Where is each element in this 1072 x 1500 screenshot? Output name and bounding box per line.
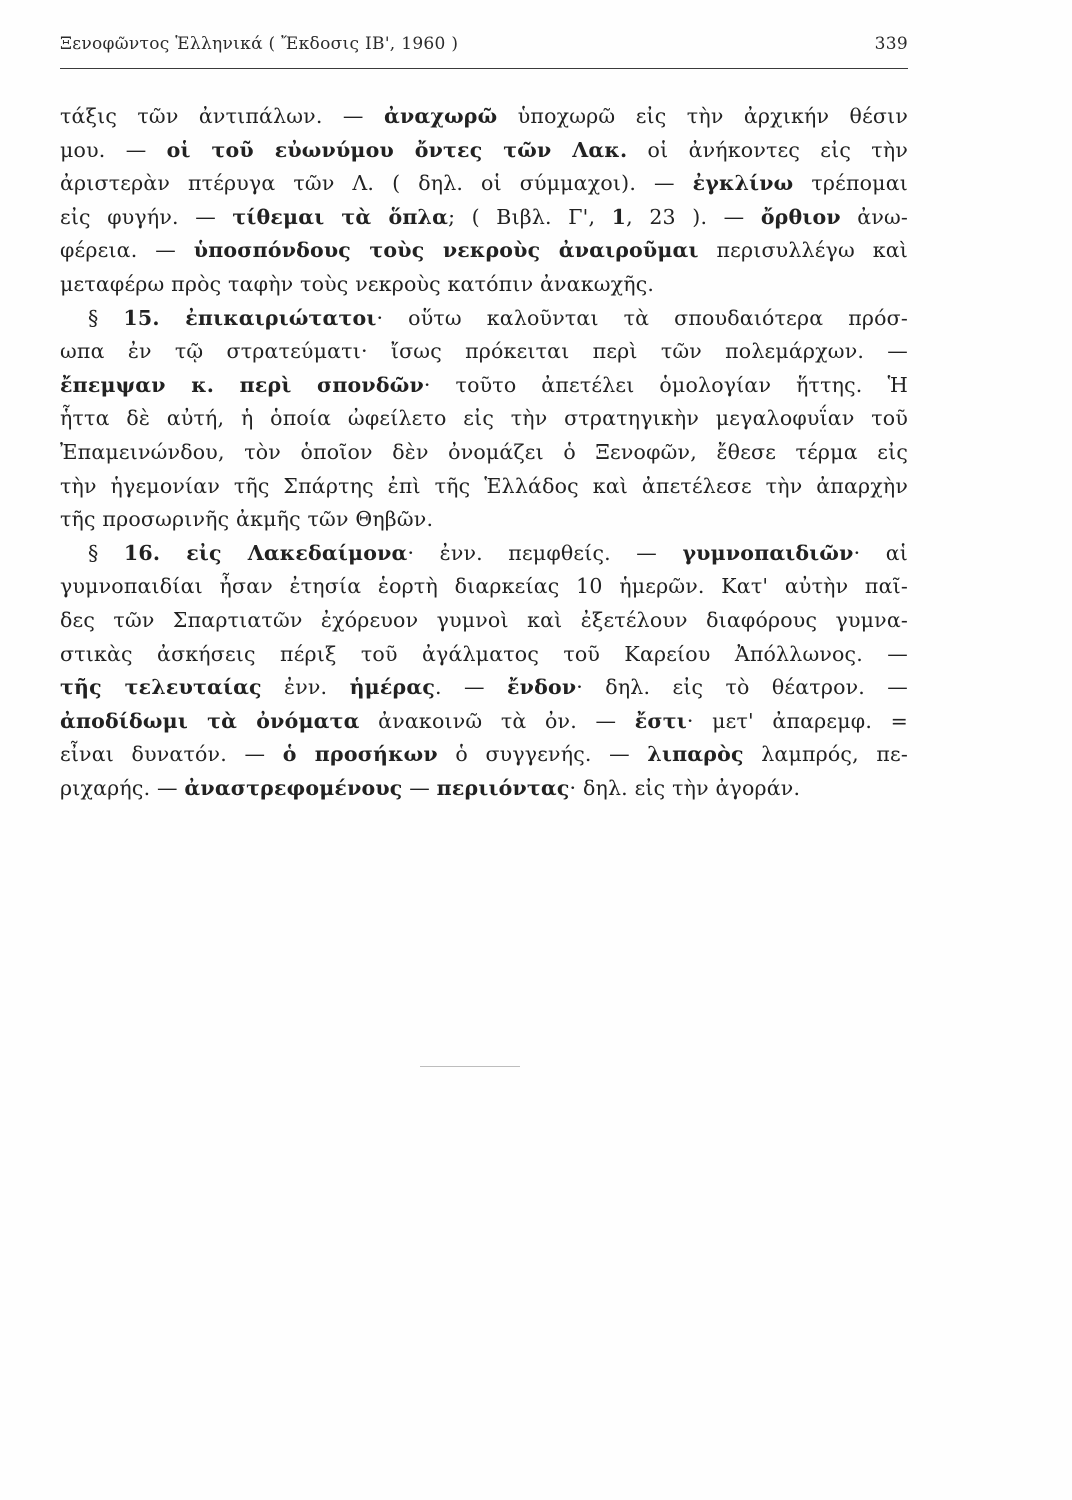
text-run: τῆς προσωρινῆς ἀκμῆς τῶν Θηβῶν. xyxy=(60,507,434,532)
text-line xyxy=(60,470,908,504)
text-run: ἀριστερὰν πτέρυγα τῶν Λ. ( δηλ. οἱ σύμμαχοι). — xyxy=(60,171,693,196)
text-line xyxy=(60,100,908,134)
text-run: λαμπρός, πε- xyxy=(743,742,908,767)
text-run: · οὕτω καλοῦνται τὰ σπουδαιότερα πρόσ- xyxy=(376,305,908,330)
bold-term: ἔστι xyxy=(634,708,687,733)
text-run: ἀνω- xyxy=(840,204,909,229)
text-run: · δηλ. εἰς τὸ θέατρον. — xyxy=(576,675,908,700)
text-run: εἶναι δυνατόν. — xyxy=(60,742,283,767)
text-run: ὑποχωρῶ εἰς τὴν ἀρχικήν θέσιν xyxy=(497,104,909,128)
bleed-through-rule xyxy=(420,1066,520,1067)
text-line xyxy=(60,604,908,638)
text-run: μεταφέρω πρὸς ταφὴν τοὺς νεκροὺς κατόπιν ἀνακωχῆς. xyxy=(60,271,655,296)
text-run: · δηλ. εἰς τὴν ἀγοράν. xyxy=(569,775,801,800)
text-line xyxy=(60,436,908,470)
text-run: § xyxy=(88,540,124,565)
body-text xyxy=(60,100,908,805)
text-run: περισυλλέγω καὶ xyxy=(698,238,909,263)
bold-term: ἐγκλίνω xyxy=(692,171,794,196)
text-run: § xyxy=(88,305,124,330)
running-header xyxy=(60,34,908,64)
text-run: . — xyxy=(435,675,508,700)
text-run: ἧττα δὲ αὐτή, ἡ ὁποία ὠφείλετο εἰς τὴν στρατηγικὴν μεγαλοφυΐαν τοῦ xyxy=(60,406,908,431)
text-line xyxy=(60,201,908,235)
bold-term: 15. ἐπικαιριώτατοι xyxy=(123,305,377,330)
bold-term: 1 xyxy=(611,204,627,229)
text-line xyxy=(60,772,908,806)
text-line xyxy=(60,268,908,302)
bold-term: λιπαρὸς xyxy=(647,742,744,767)
bold-term: τῆς τελευταίας xyxy=(60,675,262,700)
text-run: · τοῦτο ἀπετέλει ὁμολογίαν ἥττης. Ἡ xyxy=(423,372,908,397)
text-line xyxy=(60,638,908,672)
running-title: Ξενοφῶντος Ἑλληνικά ( Ἔκδοσις ΙΒ', 1960 ) xyxy=(60,34,459,54)
bold-term: 16. εἰς Λακεδαίμονα xyxy=(123,540,408,565)
text-run: ἐνν. xyxy=(261,675,350,700)
text-run: εἰς φυγήν. — xyxy=(60,204,233,229)
text-line xyxy=(60,134,908,168)
bold-term: ἀναστρεφομένους xyxy=(184,775,403,800)
text-run: τάξις τῶν ἀντιπάλων. — xyxy=(60,104,385,128)
bold-term: περιιόντας xyxy=(436,775,570,800)
text-run: ωπα ἐν τῷ στρατεύματι· ἴσως πρόκειται περὶ τῶν πολεμάρχων. — xyxy=(60,339,908,364)
bold-term: γυμνοπαιδιῶν xyxy=(682,540,854,565)
text-line xyxy=(60,302,908,336)
text-line xyxy=(60,671,908,705)
text-run: ὁ συγγενής. — xyxy=(437,742,648,767)
text-line xyxy=(60,402,908,436)
text-run: τρέπομαι xyxy=(793,171,908,196)
bold-term: ἀποδίδωμι τὰ ὀνόματα xyxy=(60,708,360,733)
text-run: οἱ ἀνήκοντες εἰς τὴν xyxy=(627,137,908,162)
bold-term: ἀναχωρῶ xyxy=(384,104,498,128)
text-line xyxy=(60,369,908,403)
text-line xyxy=(60,234,908,268)
text-run: ριχαρής. — xyxy=(60,775,185,800)
text-line xyxy=(60,335,908,369)
text-run: φέρεια. — xyxy=(60,238,194,263)
page-number: 339 xyxy=(874,34,908,54)
text-line xyxy=(60,570,908,604)
header-rule xyxy=(60,68,908,69)
text-run: γυμνοπαιδίαι ἦσαν ἐτησία ἑορτὴ διαρκείας 10 ἡμερῶν. Κατ' αὐτὴν παῖ- xyxy=(60,574,908,599)
text-run: μου. — xyxy=(60,137,167,162)
bold-term: ἔνδον xyxy=(507,675,577,700)
bold-term: ἔπεμψαν κ. περὶ σπονδῶν xyxy=(60,372,424,397)
bold-term: οἱ τοῦ εὐωνύμου ὄντες τῶν Λακ. xyxy=(166,137,628,162)
text-run: Ἐπαμεινώνδου, τὸν ὁποῖον δὲν ὀνομάζει ὁ Ξενοφῶν, ἔθεσε τέρμα εἰς xyxy=(60,439,908,464)
text-run: · ἐνν. πεμφθείς. — xyxy=(407,540,683,565)
text-run: στικὰς ἀσκήσεις πέριξ τοῦ ἀγάλματος τοῦ Καρείου Ἀπόλλωνος. — xyxy=(60,641,908,666)
bold-term: ἡμέρας xyxy=(349,675,436,700)
text-line xyxy=(60,503,908,537)
text-line xyxy=(60,537,908,571)
text-run: ; ( Βιβλ. Γ', xyxy=(448,204,612,229)
text-run: — xyxy=(402,775,437,800)
text-run: ἀνακοινῶ τὰ ὀν. — xyxy=(359,708,635,733)
text-run: · μετ' ἀπαρεμφ. = xyxy=(686,708,908,733)
bold-term: ὁ προσήκων xyxy=(282,742,438,767)
text-line xyxy=(60,738,908,772)
text-line xyxy=(60,705,908,739)
text-run: δες τῶν Σπαρτιατῶν ἐχόρευον γυμνοὶ καὶ ἐξετέλουν διαφόρους γυμνα- xyxy=(60,607,908,632)
text-run: · αἱ xyxy=(853,540,908,565)
text-run: , 23 ). — xyxy=(626,204,761,229)
bold-term: ὑποσπόνδους τοὺς νεκροὺς ἀναιροῦμαι xyxy=(193,238,699,263)
text-line xyxy=(60,167,908,201)
bold-term: ὄρθιον xyxy=(760,204,841,229)
bold-term: τίθεμαι τὰ ὅπλα xyxy=(232,204,449,229)
text-run: τὴν ἡγεμονίαν τῆς Σπάρτης ἐπὶ τῆς Ἑλλάδος καὶ ἀπετέλεσε τὴν ἀπαρχὴν xyxy=(60,473,908,498)
